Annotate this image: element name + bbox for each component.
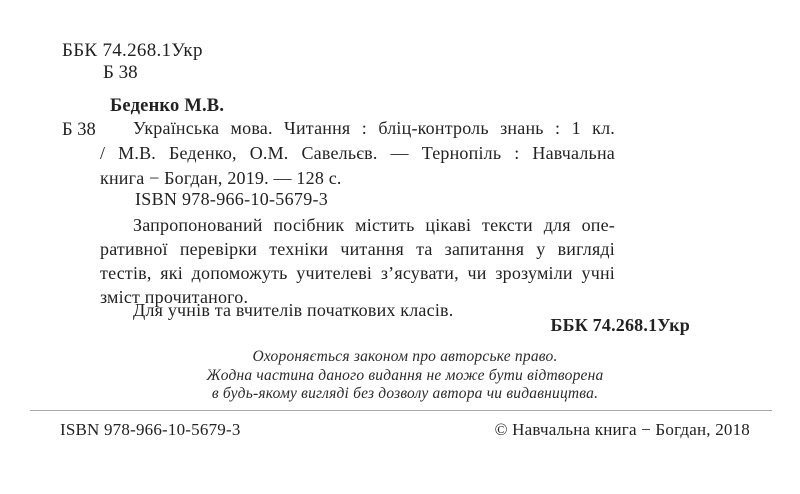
author-heading: Беденко М.В. xyxy=(110,96,225,116)
bibliographic-description xyxy=(100,116,615,191)
divider-line xyxy=(30,410,772,411)
text-line: тестів, які допоможуть учителеві з’ясувати, чи зрозуміли учні xyxy=(100,263,615,283)
copyright-protection-notice xyxy=(60,348,750,404)
isbn-statement: ISBN 978-966-10-5679-3 xyxy=(135,189,329,209)
text-line: Охороняється законом про авторське право. xyxy=(252,348,558,365)
author-sign-card: Б 38 xyxy=(62,120,96,140)
author-sign-top: Б 38 xyxy=(103,62,138,83)
annotation-paragraph xyxy=(100,213,615,309)
text-line: Жодна частина даного видання не може бути відтворена xyxy=(206,366,604,384)
footer-isbn: ISBN 978-966-10-5679-3 xyxy=(60,420,241,439)
text-line: зміст прочитаного. xyxy=(100,287,249,307)
footer-row xyxy=(60,420,750,440)
bbk-classification-bottom: ББК 74.268.1Укр xyxy=(550,315,690,335)
text-line: Українська мова. Читання : бліц-контроль знань : 1 кл. xyxy=(133,118,615,138)
text-line: Запропонований посібник містить цікаві тексти для опе- xyxy=(133,215,615,235)
audience-note: Для учнів та вчителів початкових класів. xyxy=(133,300,454,320)
text-line: книга − Богдан, 2019. — 128 с. xyxy=(100,168,342,188)
text-line: в будь-якому вигляді без дозволу автора чи видавництва. xyxy=(211,385,599,402)
bbk-classification-top: ББК 74.268.1Укр xyxy=(62,40,203,61)
text-line: ративної перевірки техніки читання та запитання у вигляді xyxy=(100,239,615,259)
footer-copyright: © Навчальна книга − Богдан, 2018 xyxy=(494,420,750,439)
text-line: / М.В. Беденко, О.М. Савельєв. — Тернопіль : Навчальна xyxy=(100,143,615,163)
